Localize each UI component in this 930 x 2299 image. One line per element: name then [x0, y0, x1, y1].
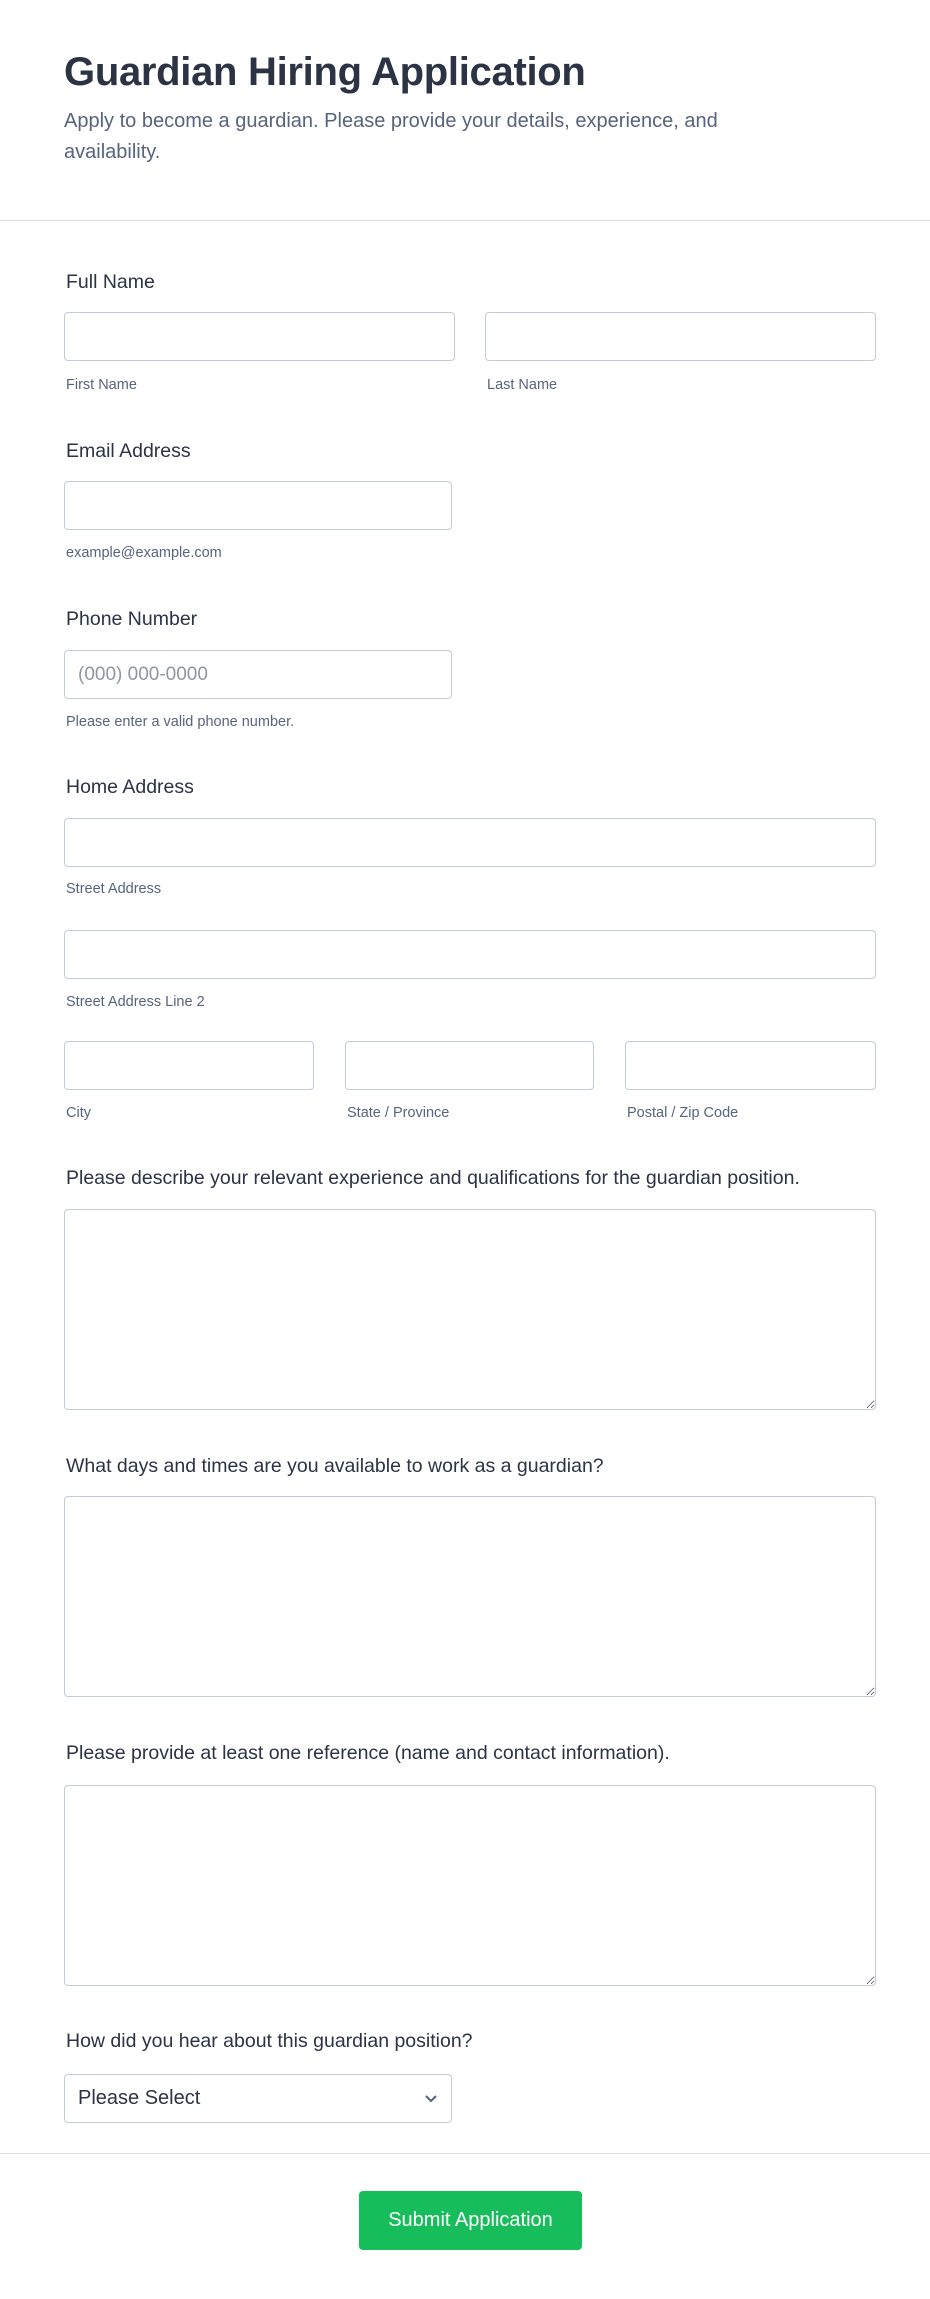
- divider: [0, 220, 930, 221]
- email-hint: example@example.com: [66, 545, 222, 561]
- availability-textarea[interactable]: [64, 1496, 876, 1697]
- last-name-sublabel: Last Name: [487, 377, 558, 393]
- submit-button[interactable]: Submit Application: [359, 2191, 582, 2250]
- availability-label: What days and times are you available to work as a guardian?: [66, 1455, 604, 1477]
- full-name-label: Full Name: [66, 271, 155, 293]
- experience-label: Please describe your relevant experience and qualifications for the guardian position.: [66, 1167, 800, 1189]
- email-label: Email Address: [66, 440, 191, 462]
- state-sublabel: State / Province: [347, 1105, 450, 1121]
- phone-hint: Please enter a valid phone number.: [66, 714, 295, 730]
- zip-input[interactable]: [625, 1041, 876, 1090]
- state-input[interactable]: [345, 1041, 594, 1090]
- chevron-down-icon: [424, 2094, 438, 2104]
- footer-divider: [0, 2153, 930, 2154]
- street-sublabel: Street Address: [66, 881, 162, 897]
- first-name-input[interactable]: [64, 312, 455, 361]
- source-select[interactable]: [64, 2074, 452, 2123]
- source-selected-value: Please Select: [78, 2087, 201, 2109]
- zip-sublabel: Postal / Zip Code: [627, 1105, 739, 1121]
- address-label: Home Address: [66, 776, 194, 798]
- street2-input[interactable]: [64, 930, 876, 979]
- reference-textarea[interactable]: [64, 1785, 876, 1986]
- phone-input[interactable]: [64, 650, 452, 699]
- phone-label: Phone Number: [66, 608, 198, 630]
- source-label: How did you hear about this guardian position?: [66, 2030, 473, 2052]
- street-input[interactable]: [64, 818, 876, 867]
- street2-sublabel: Street Address Line 2: [66, 994, 205, 1010]
- experience-textarea[interactable]: [64, 1209, 876, 1410]
- first-name-sublabel: First Name: [66, 377, 137, 393]
- page-title: Guardian Hiring Application: [64, 50, 586, 94]
- city-sublabel: City: [66, 1105, 91, 1121]
- email-input[interactable]: [64, 481, 452, 530]
- last-name-input[interactable]: [485, 312, 876, 361]
- reference-label: Please provide at least one reference (name and contact information).: [66, 1742, 670, 1764]
- page-subtitle: Apply to become a guardian. Please provide your details, experience, and availability.: [64, 110, 718, 163]
- city-input[interactable]: [64, 1041, 314, 1090]
